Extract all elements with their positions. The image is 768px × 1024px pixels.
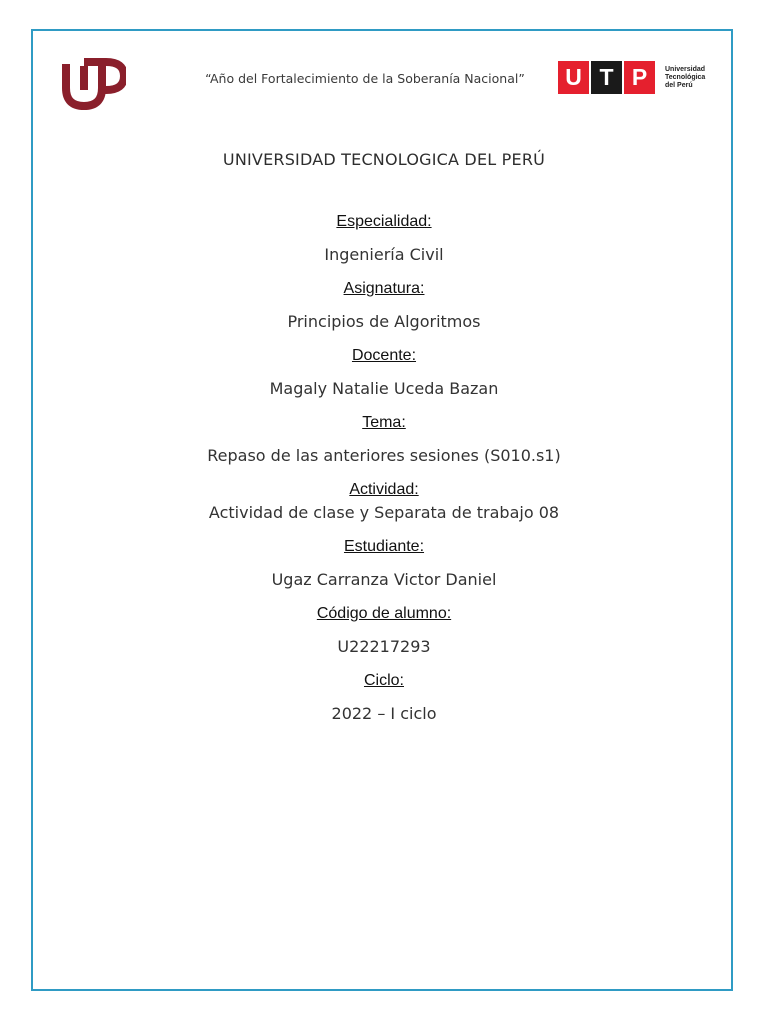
field-label-teacher: Docente:: [351, 347, 417, 364]
up-monogram-logo: [62, 56, 126, 110]
cover-fields: [0, 212, 768, 724]
field-value-specialty: Ingeniería Civil: [324, 245, 444, 264]
field-label-cycle: Ciclo:: [363, 672, 404, 689]
utp-logo-letter-t: T: [591, 61, 622, 94]
field-value-student: Ugaz Carranza Victor Daniel: [271, 570, 497, 589]
field-value-topic: Repaso de las anteriores sesiones (S010.s1): [207, 446, 561, 465]
field-value-teacher: Magaly Natalie Uceda Bazan: [269, 379, 499, 398]
university-name: UNIVERSIDAD TECNOLOGICA DEL PERÚ: [222, 150, 546, 169]
field-label-topic: Tema:: [362, 414, 406, 431]
field-label-specialty: Especialidad:: [336, 213, 432, 230]
field-label-subject: Asignatura:: [343, 280, 425, 297]
field-label-student: Estudiante:: [343, 538, 425, 555]
field-value-cycle: 2022 – I ciclo: [331, 704, 437, 723]
utp-logo-letter-u: U: [558, 61, 589, 94]
utp-logo-caption: Universidad Tecnológica del Perú: [665, 66, 706, 89]
field-label-student-code: Código de alumno:: [316, 605, 452, 622]
field-label-activity: Actividad:: [349, 481, 419, 498]
field-value-activity: Actividad de clase y Separata de trabajo 08: [208, 503, 560, 522]
utp-logo: [558, 61, 718, 95]
national-motto: “Año del Fortalecimiento de la Soberanía Nacional”: [205, 71, 525, 86]
utp-logo-letter-p: P: [624, 61, 655, 94]
field-value-student-code: U22217293: [337, 637, 431, 656]
field-value-subject: Principios de Algoritmos: [287, 312, 481, 331]
